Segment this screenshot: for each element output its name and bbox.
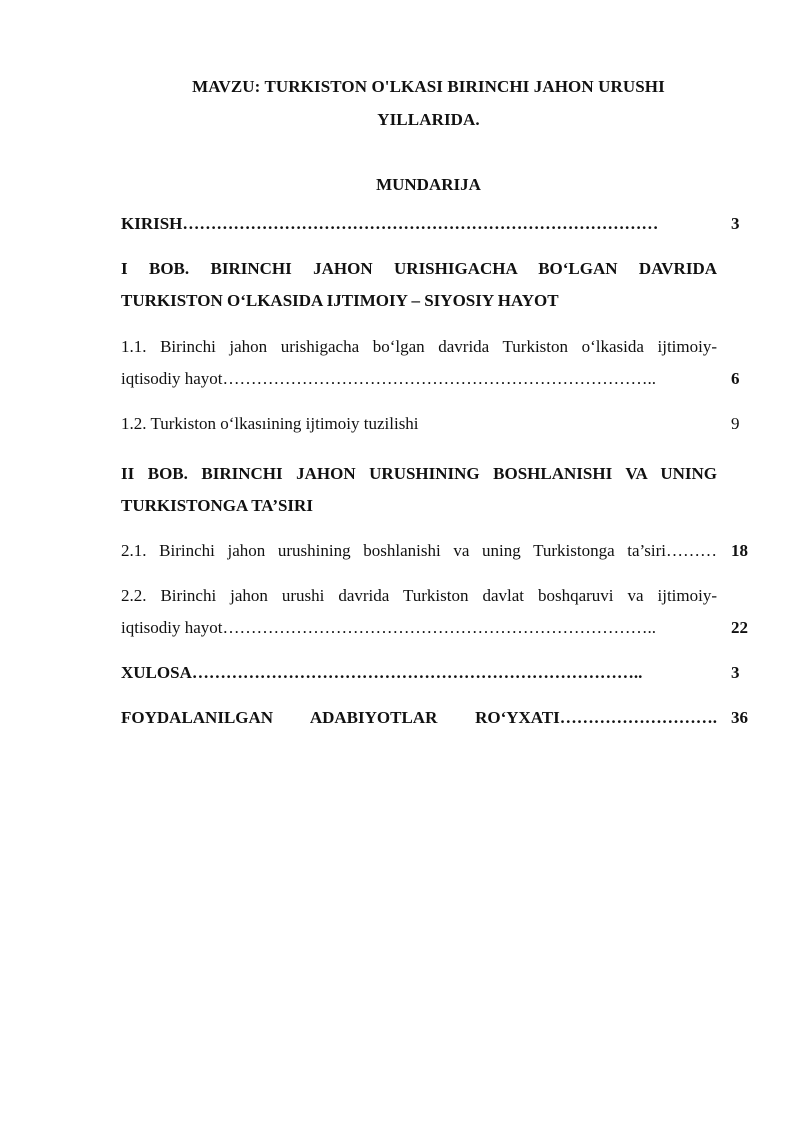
toc-entry-text: FOYDALANILGAN ADABIYOTLAR RO‘YXATI………………………. — [121, 708, 717, 727]
toc-heading: MUNDARIJA — [376, 175, 481, 194]
toc-page-number: 3 — [731, 663, 740, 682]
toc-entry-text: 1.2. Turkiston o‘lkasıining ijtimoiy tuzilishi — [121, 414, 419, 433]
toc-entry-text: II BOB. BIRINCHI JAHON URUSHINING BOSHLANISHI VA UNING — [121, 464, 717, 483]
toc-page-number: 6 — [731, 369, 740, 388]
document-title-line-1: MAVZU: TURKISTON O'LKASI BIRINCHI JAHON URUSHI — [192, 77, 665, 96]
toc-entry-references[interactable] — [121, 702, 717, 734]
toc-entry-text: 2.1. Birinchi jahon urushining boshlanishi va uning Turkistonga ta’siri……… — [121, 541, 717, 560]
toc-entry-text: KIRISH………………………………………………………………………… — [121, 214, 659, 233]
toc-page-number: 36 — [731, 708, 748, 727]
toc-entry-section-1-2[interactable] — [121, 408, 717, 440]
toc-entry-text-continued: iqtisodiy hayot………………………………………………………………….. — [121, 618, 657, 637]
toc-page-number: 3 — [731, 214, 740, 233]
toc-entry-text: XULOSA…………………………………………………………………….. — [121, 663, 643, 682]
toc-entry-text: 2.2. Birinchi jahon urushi davrida Turkiston davlat boshqaruvi va ijtimoiy- — [121, 586, 717, 605]
toc-entry-text-continued: TURKISTON O‘LKASIDA IJTIMOIY – SIYOSIY HAYOT — [121, 291, 559, 310]
toc-page-number: 22 — [731, 618, 748, 637]
toc-entry-chapter-1[interactable] — [121, 253, 717, 317]
toc-entry-chapter-2[interactable] — [121, 458, 717, 522]
toc-entry-section-1-1[interactable] — [121, 331, 717, 395]
document-title-line-2: YILLARIDA. — [377, 110, 480, 129]
toc-page-number: 18 — [731, 541, 748, 560]
toc-entry-section-2-2[interactable] — [121, 580, 717, 644]
toc-entry-section-2-1[interactable] — [121, 535, 717, 567]
toc-page-number: 9 — [731, 414, 740, 433]
toc-entry-text: I BOB. BIRINCHI JAHON URISHIGACHA BO‘LGAN DAVRIDA — [121, 259, 717, 278]
toc-entry-xulosa[interactable] — [121, 657, 717, 689]
toc-entry-text-continued: TURKISTONGA TA’SIRI — [121, 496, 313, 515]
toc-entry-text: 1.1. Birinchi jahon urishigacha bo‘lgan davrida Turkiston o‘lkasida ijtimoiy- — [121, 337, 717, 356]
toc-entry-text-continued: iqtisodiy hayot………………………………………………………………….. — [121, 369, 657, 388]
toc-entry-kirish[interactable] — [121, 208, 717, 240]
